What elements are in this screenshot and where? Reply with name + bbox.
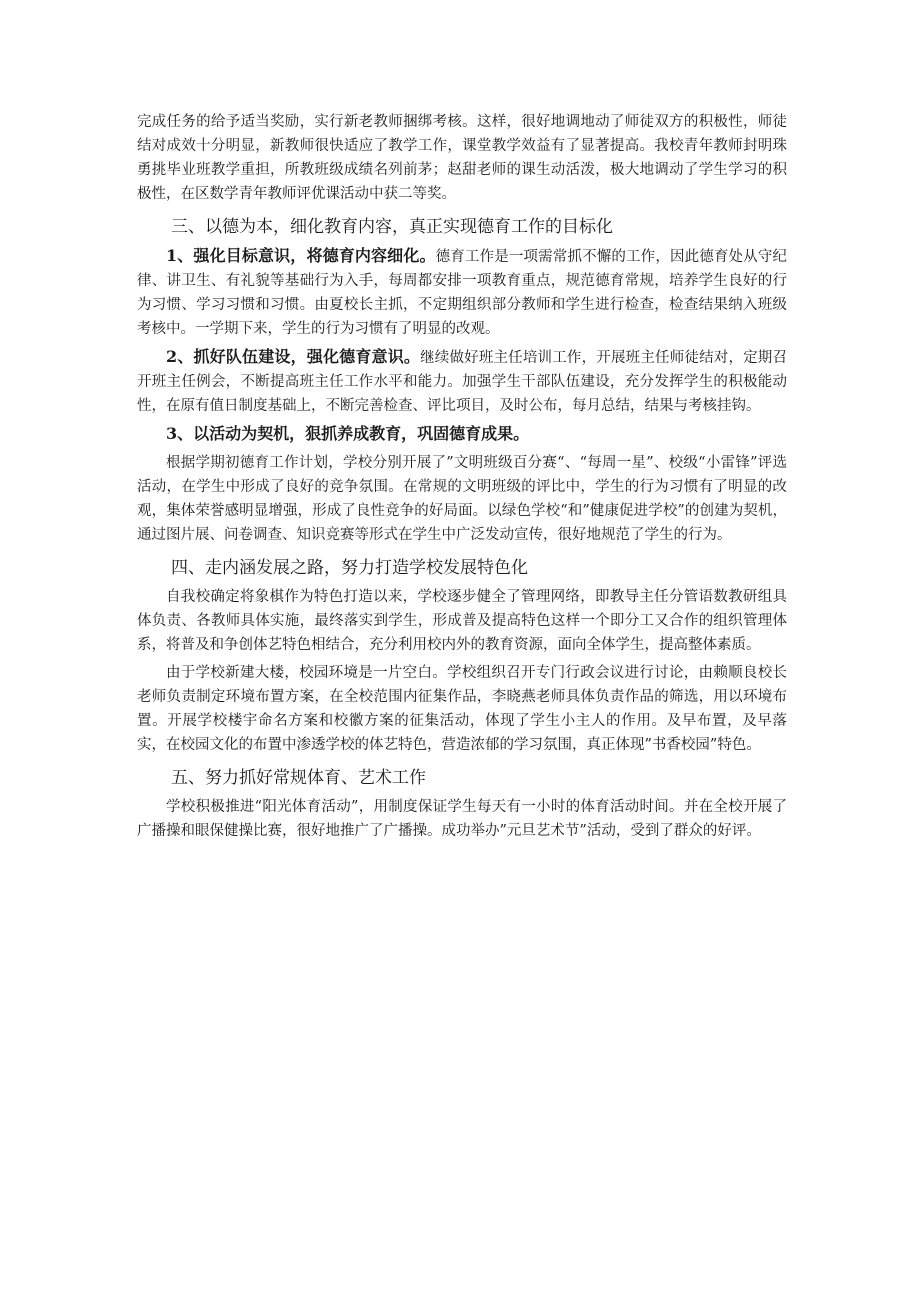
section3-item2-text: 继续做好班主任培训工作，开展班主任师徒结对，定期召开班主任例会，不断提高班主任工作水平和能力。加强学生干部队伍建设，充分发挥学生的积极能动性，在原有值日制度基础上，不断完善检查、评比项目，及时公布，每月总结，结果与考核挂钩。 (137, 350, 787, 414)
section3-item1-lead: 1、强化目标意识，将德育内容细化。 (166, 246, 436, 265)
section3-item1-text: 德育工作是一项需常抓不懈的工作，因此德育处从守纪律、讲卫生、有礼貌等基础行为入手，每周都安排一项教育重点，规范德育常规，培养学生良好的行为习惯、学习习惯和习惯。由夏校长主抓，不定期组织部分教师和学生进行检查，检查结果纳入班级考核中。一学期下来，学生的行为习惯有了明显的改观。 (137, 249, 787, 337)
section5-heading: 五、努力抓好常规体育、艺术工作 (171, 768, 426, 788)
section3-item2-lead: 2、抓好队伍建设，强化德育意识。 (166, 347, 421, 366)
section4-paragraph1: 自我校确定将象棋作为特色打造以来，学校逐步健全了管理网络，即教导主任分管语数教研组具体负责、各教师具体实施，最终落实到学生，形成普及提高特色这样一个即分工又合作的组织管理体系，将普及和争创体艺特色相结合，充分利用校内外的教育资源，面向全体学生，提高整体素质。 (137, 589, 787, 653)
section3-heading: 三、以德为本，细化教育内容，真正实现德育工作的目标化 (171, 217, 613, 237)
document-page (137, 110, 787, 843)
intro-paragraph: 完成任务的给予适当奖励，实行新老教师捆绑考核。这样，很好地调地动了师徒双方的积极性，师徒结对成效十分明显，新教师很快适应了教学工作，课堂教学效益有了显著提高。我校青年教师封明珠勇挑毕业班教学重担，所教班级成绩名列前茅；赵甜老师的课生动活泼，极大地调动了学生学习的积极性，在区数学青年教师评优课活动中获二等奖。 (137, 114, 787, 202)
section3-item1 (137, 244, 787, 341)
section3-item3 (137, 422, 787, 447)
section3-paragraph: 根据学期初德育工作计划，学校分别开展了”文明班级百分赛“、“每周一星”、校级“小雷锋”评选活动，在学生中形成了良好的竞争氛围。在常规的文明班级的评比中，学生的行为习惯有了明显的改观，集体荣誉感明显增强，形成了良性竞争的好局面。以绿色学校“和”健康促进学校”的创建为契机，通过图片展、问卷调查、知识竞赛等形式在学生中广泛发动宣传，很好地规范了学生的行为。 (137, 455, 787, 543)
section5-paragraph: 学校积极推进“阳光体育活动”，用制度保证学生每天有一小时的体育活动时间。并在全校开展了广播操和眼保健操比赛，很好地推广了广播操。成功举办”元旦艺术节”活动，受到了群众的好评。 (137, 799, 787, 839)
section4-paragraph2: 由于学校新建大楼，校园环境是一片空白。学校组织召开专门行政会议进行讨论，由赖顺良校长老师负责制定环境布置方案，在全校范围内征集作品，李晓燕老师具体负责作品的筛选，用以环境布置。开展学校楼宇命名方案和校徽方案的征集活动，体现了学生小主人的作用。及早布置，及早落实，在校园文化的布置中渗透学校的体艺特色，营造浓郁的学习氛围，真正体现”书香校园”特色。 (137, 665, 787, 753)
section4-heading: 四、走内涵发展之路，努力打造学校发展特色化 (171, 558, 528, 578)
section3-item2 (137, 345, 787, 418)
section3-item3-lead: 3、以活动为契机，狠抓养成教育，巩固德育成果。 (166, 424, 530, 443)
